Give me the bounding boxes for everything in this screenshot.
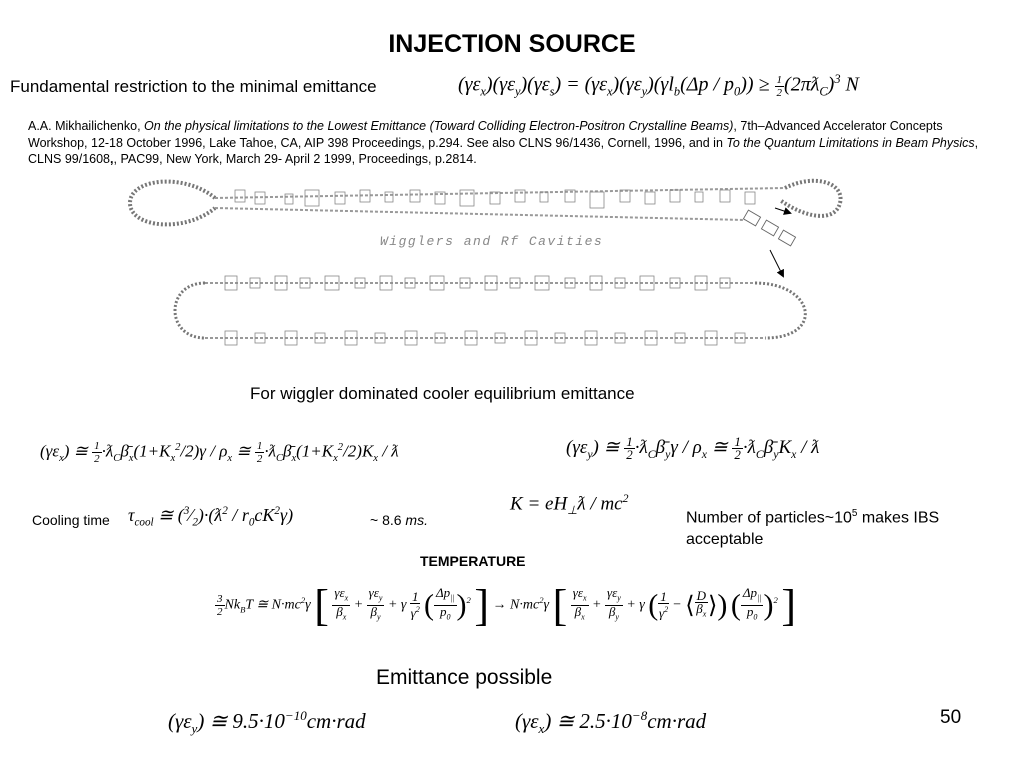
particles-note-part1: Number of particles~10: [686, 509, 852, 527]
cooling-time-equation: $\tau_{cool}$ ≅ $(^3⁄_2)\cdot(ƛ^2 / r_0cK^2\gamma)$: [128, 505, 294, 529]
reference-details-3: , PAC99, New York, March 29- April 2 1999, Proceedings, p.2814.: [113, 152, 477, 166]
emittance-x-equation: $(\gamma\varepsilon_x)$ ≅ $\frac{1}{2}$ $\cdot ƛ_C\betā_x(1+K_x^2/2)\gamma / \rho_x$ ≅ $\frac{1}{2}$ $\cdot ƛ_C\betā_x(1+K_x^2/2)K_x$ / ƛ: [40, 440, 399, 465]
temperature-equation: $\frac{3}{2}$ $Nk_BT$ ≅ $N\cdot mc^2\gamma$ [ $\frac{\gamma\varepsilon_x}{\beta_x}$ + $\frac{\gamma\varepsilon_y}{\beta_y}$ + γ $\frac{1}{\gamma^2}$ ( $\frac{\Delta p_{||}}{p_0}$ )$^2$ ] → $N\cdot mc^2\gamma$ [ $\frac{\gamma\varepsilon_x}{\beta_x}$ + $\frac{\gamma\varepsilon_y}{\beta_y}$ + γ ( $\frac{1}{\gamma^2}$ − ⟨ $\frac{D}{\beta_x}$ ⟩) ( $\frac{\Delta p_{||}}{p_0}$ )$^2$ ]: [217, 581, 796, 630]
reference-citation: [28, 118, 988, 168]
lower-ring: [175, 276, 805, 345]
cooling-time-number: ~ 8.6: [370, 512, 402, 528]
page-number: 50: [940, 707, 962, 728]
arrow-to-upper-ring: [775, 208, 790, 213]
reference-title-2: To the Quantum Limitations in Beam Physics: [726, 135, 975, 150]
diagram-caption: Wigglers and Rf Cavities: [380, 234, 604, 249]
arrow-to-lower-ring: [770, 250, 783, 276]
subtitle: Fundamental restriction to the minimal emittance: [10, 77, 377, 96]
particles-note-exponent: 5: [851, 508, 858, 519]
cooling-time-value: [370, 512, 428, 528]
cooler-ring-diagram: [125, 168, 845, 368]
reference-author: A.A. Mikhailichenko,: [28, 119, 141, 133]
emittance-y-result: $(\gamma\varepsilon_y)$ ≅ $9.5\cdot 10^{-10}cm\cdot rad$: [168, 708, 366, 737]
cooling-time-label: Cooling time: [32, 512, 110, 528]
reference-details-2: , CLNS 99/1608: [28, 135, 979, 166]
particles-note: [686, 503, 1016, 551]
cooling-time-unit: ms.: [405, 512, 428, 528]
particles-note-part2: makes IBS acceptable: [686, 509, 940, 549]
wiggler-k-equation: $K = eH_\perp ƛ / mc^2$: [510, 492, 629, 518]
emittance-restriction-equation: $(\gamma\varepsilon_x)(\gamma\varepsilon_y)(\gamma\varepsilon_s) = (\gamma\varepsilon_x)(\gamma\varepsilon_y)(\gamma l_b(\Delta p / p_0))$ ≥ $\frac{1}{2}$ $(2\pi ƛ_C)^3$ N: [458, 72, 859, 99]
reference-comma: ,: [110, 152, 114, 166]
temperature-title: TEMPERATURE: [420, 553, 526, 569]
page-title: INJECTION SOURCE: [388, 30, 636, 58]
emittance-x-result: $(\gamma\varepsilon_x)$ ≅ $2.5\cdot 10^{-8}cm\cdot rad$: [515, 708, 707, 737]
emittance-possible-title: Emittance possible: [376, 666, 553, 689]
reference-title: On the physical limitations to the Lowest Emittance (Toward Colliding Electron-Positron Crystalline Beams): [144, 119, 734, 133]
reference-details: , 7th–Advanced Accelerator Concepts Workshop, 12-18 October 1996, Lake Tahoe, CA, AIP 398 Proceedings, p.294. See also CLNS 96/1436, Cornell, 1996, and in: [28, 119, 943, 150]
wiggler-caption: For wiggler dominated cooler equilibrium emittance: [250, 384, 635, 403]
emittance-y-equation: $(\gamma\varepsilon_y)$ ≅ $\frac{1}{2}$ $\cdot ƛ_C\betā_y\gamma / \rho_x$ ≅ $\frac{1}{2}$ $\cdot ƛ_C\betā_yK_x$ / ƛ: [566, 434, 820, 463]
